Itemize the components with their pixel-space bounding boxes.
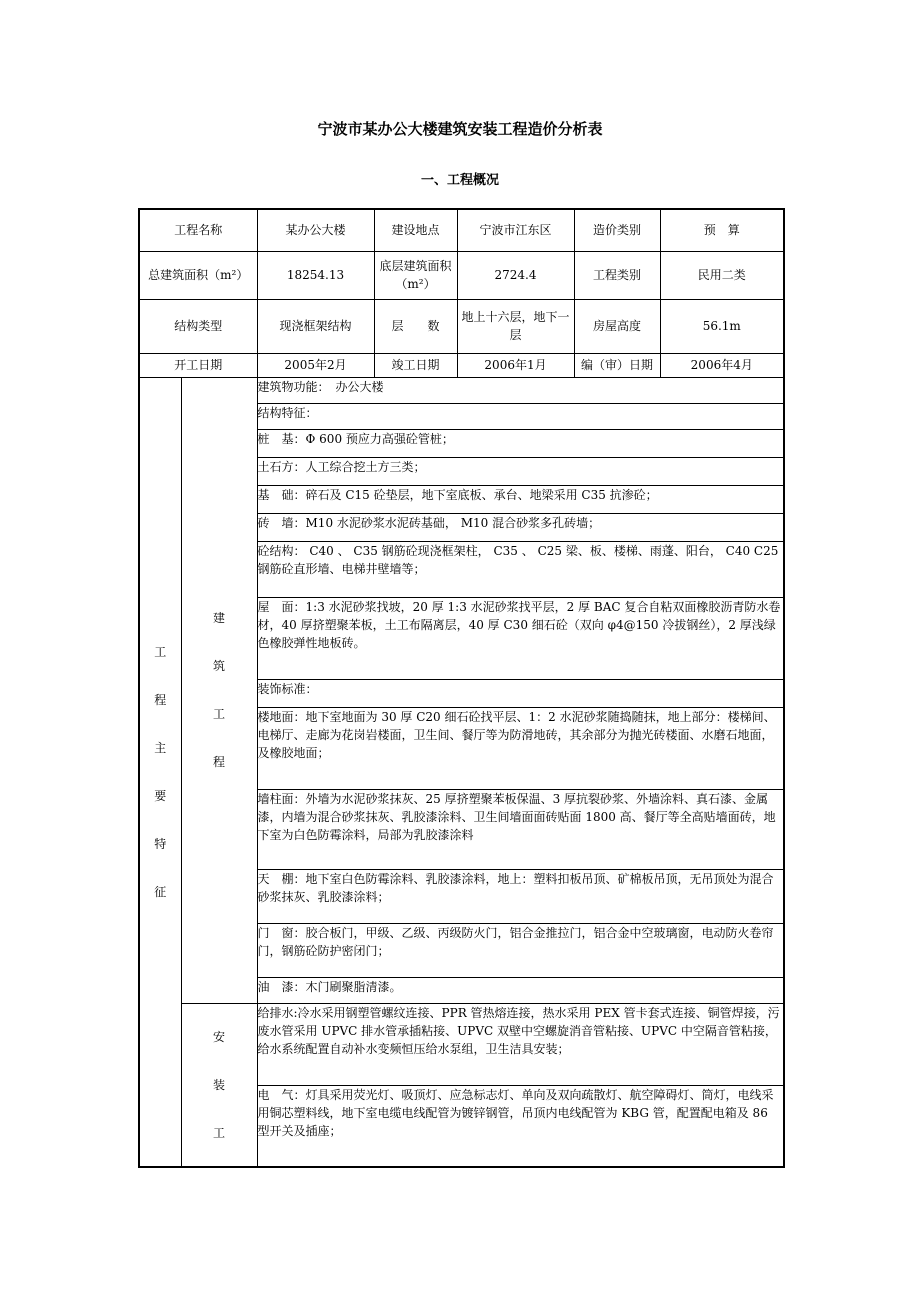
cell-value: 宁波市江东区 [457,209,574,251]
info-row [139,251,784,299]
cell-value: 2006年1月 [457,353,574,377]
cell-value: 56.1m [660,299,784,353]
feature-text: 油 漆：木门刷聚脂清漆。 [257,977,784,1003]
feature-text: 门 窗：胶合板门，甲级、乙级、丙级防火门，铝合金推拉门，铝合金中空玻璃窗，电动防火卷帘门，钢筋砼防护密闭门； [257,923,784,977]
cell-label: 结构类型 [139,299,257,353]
feature-text: 桩 基：Φ 600 预应力高强砼管桩； [257,429,784,457]
feature-text: 屋 面：1:3 水泥砂浆找坡，20 厚 1:3 水泥砂浆找平层，2 厚 BAC 复合自粘双面橡胶沥青防水卷材，40 厚挤塑聚苯板，土工布隔离层，40 厚 C30 细石砼（双向 φ4@150 冷拔钢丝），2 厚浅绿色橡胶弹性地板砖。 [257,597,784,679]
feature-row [139,377,784,403]
cell-value: 2006年4月 [660,353,784,377]
feature-text: 基 础：碎石及 C15 砼垫层，地下室底板、承台、地梁采用 C35 抗渗砼； [257,485,784,513]
feature-row [139,1003,784,1085]
feature-text: 装饰标准： [257,679,784,707]
feature-text: 墙柱面：外墙为水泥砂浆抹灰、25 厚挤塑聚苯板保温、3 厚抗裂砂浆、外墙涂料、真石漆、金属漆，内墙为混合砂浆抹灰、乳胶漆涂料、卫生间墙面面砖贴面 1800 高、餐厅等全高贴墙面砖，地下室为白色防霉涂料，局部为乳胶漆涂料 [257,789,784,869]
feature-text: 砖 墙：M10 水泥砂浆水泥砖基础， M10 混合砂浆多孔砖墙； [257,513,784,541]
cost-analysis-table [138,208,785,1168]
feature-text: 土石方：人工综合挖土方三类； [257,457,784,485]
cell-label: 总建筑面积（m²） [139,251,257,299]
cell-label: 层 数 [374,299,457,353]
cell-label: 开工日期 [139,353,257,377]
cell-label: 底层建筑面积（m²） [374,251,457,299]
cell-value: 2005年2月 [257,353,374,377]
cell-label: 造价类别 [574,209,660,251]
cell-label: 工程名称 [139,209,257,251]
cell-value: 现浇框架结构 [257,299,374,353]
cell-value: 民用二类 [660,251,784,299]
main-features-label: 工 程 主 要 特 征 [139,377,181,1167]
feature-text: 给排水:冷水采用钢塑管螺纹连接、PPR 管热熔连接，热水采用 PEX 管卡套式连接、铜管焊接，污废水管采用 UPVC 排水管承插粘接、UPVC 双壁中空螺旋消音管粘接、UPVC 中空隔音管粘接，给水系统配置自动补水变频恒压给水泵组，卫生洁具安装； [257,1003,784,1085]
cell-value: 地上十六层，地下一层 [457,299,574,353]
cell-value: 某办公大楼 [257,209,374,251]
cell-value: 18254.13 [257,251,374,299]
feature-text: 砼结构： C40 、 C35 钢筋砼现浇框架柱， C35 、 C25 梁、板、楼梯、雨蓬、阳台， C40 C25 钢筋砼直形墙、电梯井壁墙等； [257,541,784,597]
section-heading: 一、工程概况 [420,173,499,188]
feature-text: 结构特征： [257,403,784,429]
install-engineering-label: 安 装 工 [181,1003,257,1167]
cell-value: 预 算 [660,209,784,251]
info-row [139,299,784,353]
cell-label: 房屋高度 [574,299,660,353]
cell-label: 工程类别 [574,251,660,299]
feature-text: 天 棚：地下室白色防霉涂料、乳胶漆涂料，地上：塑料扣板吊顶、矿棉板吊顶，无吊顶处为混合砂浆抹灰、乳胶漆涂料； [257,869,784,923]
building-engineering-label: 建 筑 工 程 [181,377,257,1003]
feature-text: 电 气：灯具采用荧光灯、吸顶灯、应急标志灯、单向及双向疏散灯、航空障碍灯、筒灯，电线采用铜芯塑料线，地下室电缆电线配管为镀锌钢管，吊顶内电线配管为 KBG 管，配置配电箱及 86 型开关及插座； [257,1085,784,1167]
info-row [139,353,784,377]
feature-text: 楼地面：地下室地面为 30 厚 C20 细石砼找平层、1：2 水泥砂浆随捣随抹，地上部分：楼梯间、电梯厅、走廊为花岗岩楼面，卫生间、餐厅等为防滑地砖，其余部分为抛光砖楼面、水磨石地面，及橡胶地面； [257,707,784,789]
info-row [139,209,784,251]
cell-label: 建设地点 [374,209,457,251]
cell-label: 竣工日期 [374,353,457,377]
cell-label: 编（审）日期 [574,353,660,377]
feature-text: 建筑物功能： 办公大楼 [257,377,784,403]
cell-value: 2724.4 [457,251,574,299]
document-title: 宁波市某办公大楼建筑安装工程造价分析表 [317,120,603,138]
